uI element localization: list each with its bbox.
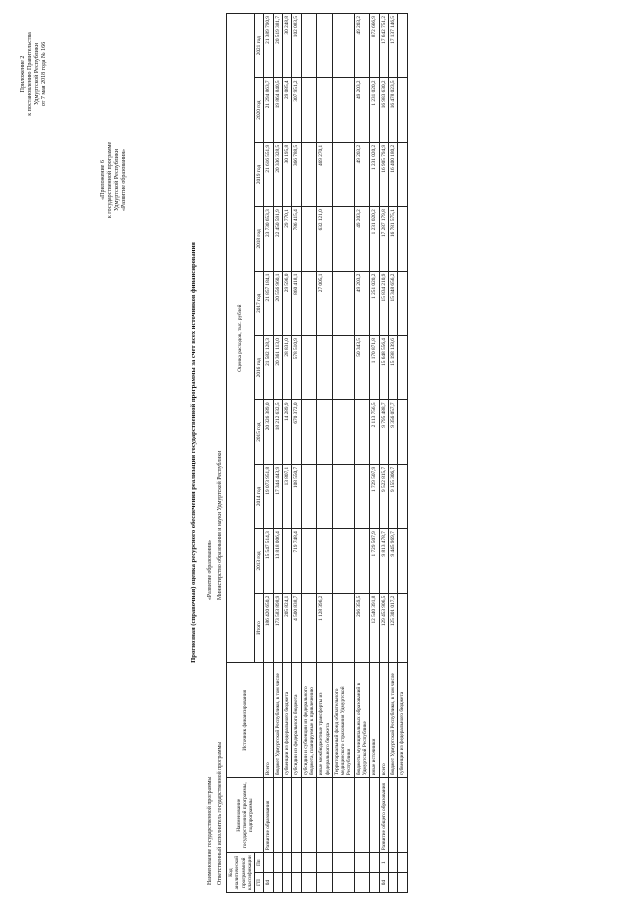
cell-value [332,271,354,335]
cell-value: 9 155 306,7 [388,464,397,528]
cell-gp [273,873,282,893]
cell-value [398,14,407,78]
appendix-6-line: «Развитие образования» [121,148,127,212]
cell-value: 19 073 951,8 [264,464,273,528]
cell-value: 15 348 656,2 [388,271,397,335]
cell-source: бюджеты муниципальных образований в Удмуртской Республике [354,663,370,778]
cell-value [317,529,333,593]
program-label: Наименование государственной программы [207,776,213,885]
appendix-6-line: «Приложение 6 [100,160,106,200]
cell-name [301,778,317,853]
cell-value: 9 522 815,7 [379,464,388,528]
cell-pp [317,853,333,873]
cell-value: 17 344 443,9 [273,464,282,528]
cell-value: 28 831,0 [283,336,292,400]
cell-pp [398,853,407,873]
appendix-2-line: Удмуртской Республики [34,43,40,105]
cell-pp [292,853,301,873]
appendix-6-block [100,105,128,255]
cell-value: 50 343,5 [354,336,370,400]
table-row [264,14,273,893]
cell-value: 19 864 840,5 [273,78,282,142]
cell-value [354,464,370,528]
cell-value [332,529,354,593]
header-source: Источник финансирования [227,663,264,778]
cell-value [332,464,354,528]
appendix-2-line: от 7 мая 2018 года № 166 [41,41,47,107]
cell-value: 13 818 006,4 [273,529,282,593]
cell-value [301,336,317,400]
table-row [370,14,379,893]
cell-gp: 04 [379,873,388,893]
cell-gp [354,873,370,893]
cell-value: 1 729 507,9 [370,529,379,593]
cell-value: 21 389 790,9 [264,14,273,78]
document-title: Прогнозная (справочная) оценка ресурсного обеспечения реализации государственной программы за счет всех источников финансирования [190,242,197,663]
cell-value: 173 583 898,9 [273,593,282,663]
cell-value: 670 372,0 [292,400,301,464]
cell-value: 21 294 863,7 [264,78,273,142]
header-year: 2014 год [255,464,264,528]
cell-value: 21 857 184,1 [264,271,273,335]
cell-value [398,529,407,593]
header-year: 2019 год [255,142,264,206]
cell-value: 1 170 871,8 [370,336,379,400]
table-body [264,14,407,893]
cell-value: 16 905 794,9 [379,142,388,206]
cell-pp [332,853,354,873]
header-year: 2020 год [255,78,264,142]
cell-gp [292,873,301,893]
cell-name [370,778,379,853]
cell-value: 578 510,9 [292,336,301,400]
cell-gp [388,873,397,893]
cell-value [332,14,354,78]
cell-name [388,778,397,853]
cell-value [317,336,333,400]
cell-value: 49 203,2 [354,271,370,335]
cell-value: 719 748,4 [292,529,301,593]
cell-value [354,400,370,464]
cell-value [332,207,354,271]
cell-value: 1 231 020,2 [370,78,379,142]
table-row [388,14,397,893]
cell-value [398,142,407,206]
cell-value [301,529,317,593]
cell-value [332,593,354,663]
header-year: Итого [255,593,264,663]
cell-value: 129 453 906,5 [379,593,388,663]
cell-value [301,207,317,271]
cell-value: 1 251 020,2 [370,271,379,335]
cell-value: 9 356 057,7 [388,400,397,464]
cell-value [317,14,333,78]
header-year: 2015 год [255,400,264,464]
cell-value: 14 289,9 [283,400,292,464]
appendix-2-line: к постановлению Правительства [27,32,33,116]
cell-value: 125 301 017,2 [388,593,397,663]
cell-source: бюджет Удмуртской Республики, в том числе [273,663,282,778]
cell-value [398,400,407,464]
header-year: 2013 год [255,529,264,593]
cell-pp [283,853,292,873]
cell-value [301,142,317,206]
cell-value: 21 582 128,3 [264,336,273,400]
cell-name [283,778,292,853]
cell-name [317,778,333,853]
executor-value: Министерство образования и науки Удмуртской Республики [217,450,223,600]
cell-source: иные источники [370,663,379,778]
cell-value: 108 550,7 [292,464,301,528]
cell-value: 860 418,1 [292,271,301,335]
cell-value [398,78,407,142]
header-year: 2021 год [255,14,264,78]
cell-value: 12 540 391,8 [370,593,379,663]
cell-gp [332,873,354,893]
header-estimate: Оценка расходов, тыс. рублей [227,14,255,663]
cell-value: 17 137 146,5 [388,14,397,78]
cell-value [301,593,317,663]
cell-value [398,336,407,400]
cell-pp [273,853,282,873]
header-code: Код аналитической программной классификации [227,853,255,893]
cell-value [317,78,333,142]
cell-value [398,464,407,528]
cell-source: иные межбюджетные трансферты из федерального бюджета [317,663,333,778]
cell-pp [301,853,317,873]
table-row [332,14,354,893]
cell-source: субсидии из федерального бюджета [292,663,301,778]
cell-value: 1 231 020,2 [370,142,379,206]
header-year: 2018 год [255,207,264,271]
cell-source: субвенции из федерального бюджета [398,663,407,778]
cell-pp [354,853,370,873]
cell-value: 872 666,9 [370,14,379,78]
cell-value: 22 450 591,9 [273,207,282,271]
cell-value [317,400,333,464]
table-row [317,14,333,893]
table-row [354,14,370,893]
cell-value [332,336,354,400]
cell-value [301,78,317,142]
table-row [301,14,317,893]
cell-value: 9 445 969,7 [388,529,397,593]
cell-value: 102 083,5 [292,14,301,78]
header-name: Наименование государственной программы, подпрограммы [227,778,264,853]
cell-value: 49 203,2 [354,14,370,78]
cell-value [301,464,317,528]
executor-label: Ответственный исполнитель государственной программы [217,741,223,885]
cell-value [332,400,354,464]
cell-value: 18 212 632,5 [273,400,282,464]
cell-name [273,778,282,853]
cell-value [332,142,354,206]
cell-gp [283,873,292,893]
cell-pp: 1 [379,853,388,873]
cell-value: 49 203,2 [354,207,370,271]
cell-source: субсидии и субвенции из федерального бюджета, планируемые к привлечению [301,663,317,778]
cell-value [332,78,354,142]
cell-name [292,778,301,853]
cell-value [398,593,407,663]
cell-value: 1 128 396,2 [317,593,333,663]
cell-value: 17 287 179,8 [379,207,388,271]
cell-value: 469 270,1 [317,142,333,206]
cell-value [398,271,407,335]
table-row [273,14,282,893]
cell-name [398,778,407,853]
cell-value: 16 478 023,5 [388,78,397,142]
cell-pp [264,853,273,873]
cell-value: 30 248,8 [283,14,292,78]
cell-value: 2 113 756,5 [370,400,379,464]
cell-source: всего [379,663,388,778]
cell-value: 16 983 630,2 [379,78,388,142]
cell-pp [370,853,379,873]
funding-table [226,13,408,893]
cell-value: 296 359,5 [354,593,370,663]
cell-value [283,529,292,593]
cell-value [354,529,370,593]
table-row [379,14,388,893]
cell-value: 1 231 020,2 [370,207,379,271]
cell-gp [370,873,379,893]
cell-value: 16 781 575,1 [388,207,397,271]
header-year: 2017 год [255,271,264,335]
cell-value: 20 519 381,7 [273,14,282,78]
cell-value [398,207,407,271]
cell-value: 27 005,1 [317,271,333,335]
cell-source: Территориальный фонд обязательного медицинского страхования Удмуртской Республики [332,663,354,778]
program-value: «Развитие образования» [207,540,213,600]
cell-value: 15 547 514,3 [264,529,273,593]
appendix-6-line: Удмуртской Республики [114,149,120,211]
cell-value [301,400,317,464]
cell-value: 29 770,1 [283,207,292,271]
cell-value: 15 834 210,9 [379,271,388,335]
cell-value: 13 807,1 [283,464,292,528]
cell-value: 29 596,0 [283,271,292,335]
cell-value: 15 648 556,4 [379,336,388,400]
table-row [398,14,407,893]
appendix-2-block [20,19,48,129]
cell-value: 9 795 488,7 [379,400,388,464]
cell-gp: 04 [264,873,273,893]
cell-pp [388,853,397,873]
cell-source: бюджет Удмуртской Республики, в том числе [388,663,397,778]
cell-value [301,14,317,78]
cell-value: 9 813 478,7 [379,529,388,593]
cell-value: 20 556 960,1 [273,271,282,335]
cell-source: Всего [264,663,273,778]
cell-value: 29 085,4 [283,78,292,142]
cell-value: 15 198 139,6 [388,336,397,400]
cell-value: 23 730 653,3 [264,207,273,271]
cell-value: 4 500 838,7 [292,593,301,663]
cell-value: 205 824,1 [283,593,292,663]
cell-gp [317,873,333,893]
cell-name [332,778,354,853]
header-gp: ГП [255,873,264,893]
cell-value: 20 326 389,0 [264,400,273,464]
header-year: 2016 год [255,336,264,400]
cell-value: 49 203,2 [354,142,370,206]
cell-gp [398,873,407,893]
cell-value: 20 361 113,0 [273,336,282,400]
cell-value: 17 642 751,2 [379,14,388,78]
cell-value [301,271,317,335]
cell-value: 632 121,0 [317,207,333,271]
cell-value: 186 420 650,2 [264,593,273,663]
cell-source: субвенции из федерального бюджета [283,663,292,778]
cell-value: 49 203,2 [354,78,370,142]
cell-name: Развитие образования [264,778,273,853]
cell-name: Развитие общего образования [379,778,388,853]
cell-value: 307 951,2 [292,78,301,142]
appendix-2-line: Приложение 2 [20,55,26,93]
cell-value: 16 400 180,2 [388,142,397,206]
table-row [292,14,301,893]
cell-value: 30 195,8 [283,142,292,206]
cell-value: 366 788,5 [292,142,301,206]
cell-value: 786 415,4 [292,207,301,271]
appendix-6-line: к государственной программе [107,141,113,219]
cell-value: 20 336 328,5 [273,142,282,206]
cell-name [354,778,370,853]
cell-value [317,464,333,528]
cell-value: 1 729 507,9 [370,464,379,528]
header-pp: Пп [255,853,264,873]
table-row [283,14,292,893]
cell-value: 21 616 551,9 [264,142,273,206]
cell-gp [301,873,317,893]
